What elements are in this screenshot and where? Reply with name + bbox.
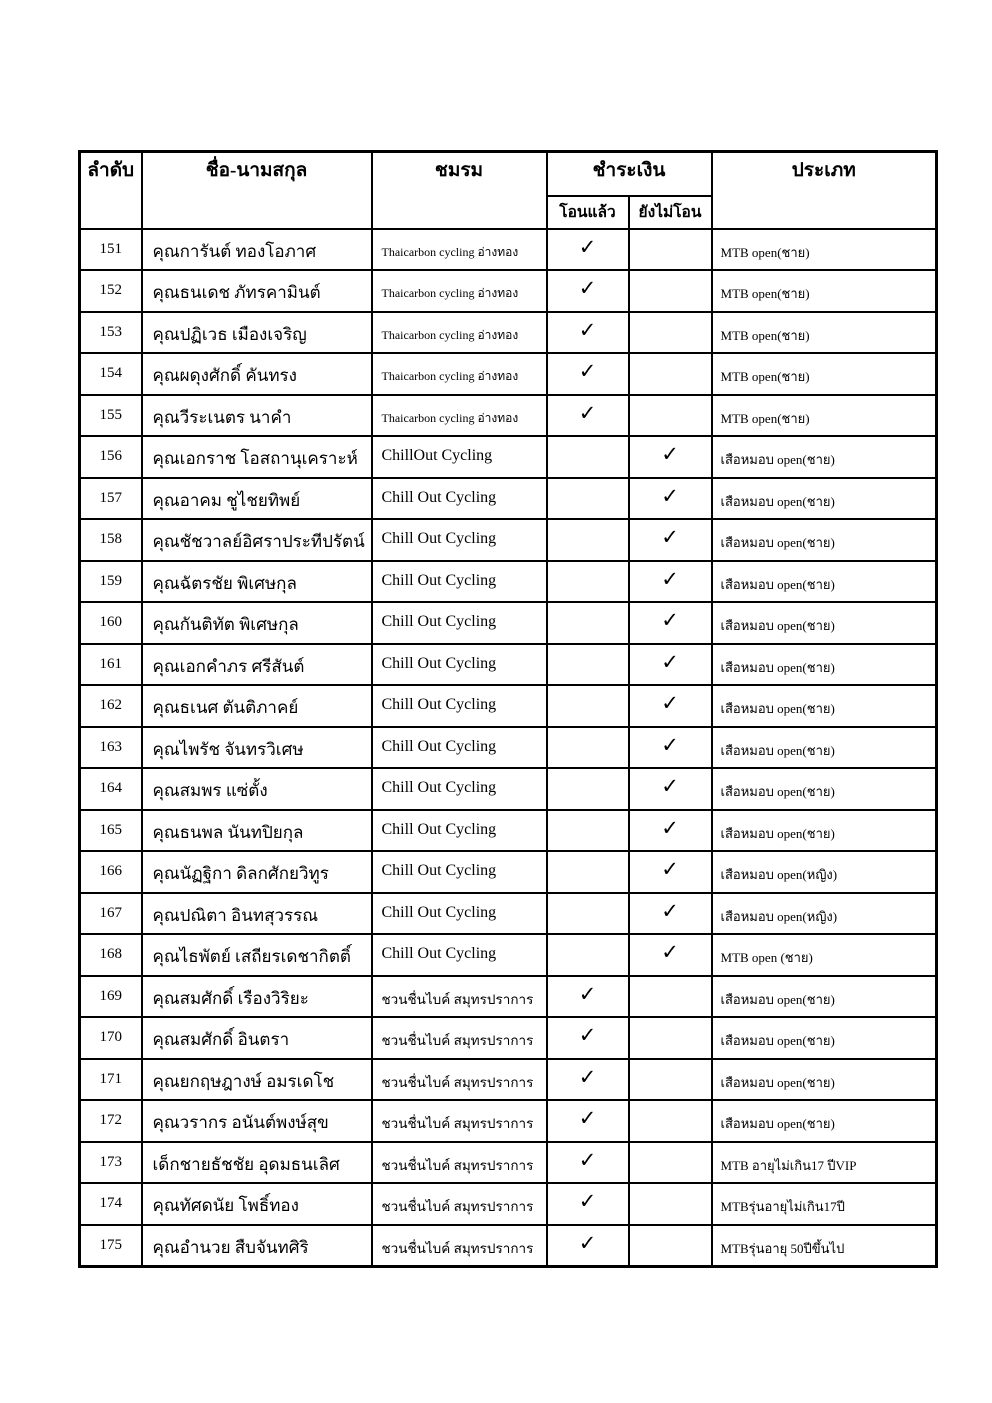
- participant-name: คุณวีระเนตร นาคำ: [142, 395, 372, 437]
- table-row: [80, 312, 937, 354]
- paid-check-cell: ✓: [547, 1142, 629, 1184]
- club-name: Chill Out Cycling: [372, 478, 547, 520]
- participant-name: คุณอำนวย สืบจันทศิริ: [142, 1225, 372, 1267]
- paid-check-cell: ✓: [547, 1059, 629, 1101]
- participant-name: คุณไธพัตย์ เสถียรเดชากิตติ์: [142, 934, 372, 976]
- paid-check-cell: ✓: [547, 312, 629, 354]
- category: เสือหมอบ open(หญิง): [712, 851, 937, 893]
- category: เสือหมอบ open(ชาย): [712, 436, 937, 478]
- participant-name: คุณชัชวาลย์อิศราประทีปรัตน์: [142, 519, 372, 561]
- unpaid-check-cell: ✓: [629, 602, 712, 644]
- paid-check-cell: [547, 727, 629, 769]
- row-number: 167: [80, 893, 142, 935]
- unpaid-check-cell: [629, 229, 712, 271]
- participant-name: คุณนัฏฐิกา ดิลกศักยวิทูร: [142, 851, 372, 893]
- club-name: Chill Out Cycling: [372, 768, 547, 810]
- participant-name: คุณธนพล นันทปิยกุล: [142, 810, 372, 852]
- column-header-payment: ชำระเงิน: [547, 152, 712, 196]
- category: เสือหมอบ open(ชาย): [712, 1017, 937, 1059]
- unpaid-check-cell: [629, 1225, 712, 1267]
- participant-name: คุณเอกราช โอสถานุเคราะห์: [142, 436, 372, 478]
- club-name: Chill Out Cycling: [372, 934, 547, 976]
- participant-name: คุณการันต์ ทองโอภาศ: [142, 229, 372, 271]
- table-row: [80, 1142, 937, 1184]
- unpaid-check-cell: [629, 1142, 712, 1184]
- club-name: Chill Out Cycling: [372, 561, 547, 603]
- category: MTBรุ่นอายุไม่เกิน17ปี: [712, 1183, 937, 1225]
- table-row: [80, 561, 937, 603]
- participant-name: คุณอาคม ชูไชยทิพย์: [142, 478, 372, 520]
- category: เสือหมอบ open(ชาย): [712, 727, 937, 769]
- column-header-number: ลำดับ: [80, 152, 142, 229]
- table-row: [80, 1017, 937, 1059]
- participant-name: คุณปณิตา อินทสุวรรณ: [142, 893, 372, 935]
- club-name: ชวนชื่นไบค์ สมุทรปราการ: [372, 1225, 547, 1267]
- category: MTB open(ชาย): [712, 395, 937, 437]
- unpaid-check-cell: ✓: [629, 436, 712, 478]
- unpaid-check-cell: ✓: [629, 561, 712, 603]
- club-name: Thaicarbon cycling อ่างทอง: [372, 395, 547, 437]
- table-row: [80, 934, 937, 976]
- row-number: 163: [80, 727, 142, 769]
- table-row: [80, 1100, 937, 1142]
- row-number: 157: [80, 478, 142, 520]
- row-number: 168: [80, 934, 142, 976]
- table-row: [80, 1225, 937, 1267]
- row-number: 156: [80, 436, 142, 478]
- paid-check-cell: [547, 478, 629, 520]
- table-row: [80, 727, 937, 769]
- table-row: [80, 644, 937, 686]
- paid-check-cell: ✓: [547, 1183, 629, 1225]
- paid-check-cell: [547, 436, 629, 478]
- participant-name: คุณสมพร แซ่ตั้ง: [142, 768, 372, 810]
- row-number: 169: [80, 976, 142, 1018]
- row-number: 161: [80, 644, 142, 686]
- table-row: [80, 519, 937, 561]
- table-row: [80, 602, 937, 644]
- row-number: 155: [80, 395, 142, 437]
- table-row: [80, 1059, 937, 1101]
- club-name: Chill Out Cycling: [372, 519, 547, 561]
- unpaid-check-cell: [629, 1017, 712, 1059]
- row-number: 165: [80, 810, 142, 852]
- club-name: ChillOut Cycling: [372, 436, 547, 478]
- unpaid-check-cell: [629, 270, 712, 312]
- category: เสือหมอบ open(ชาย): [712, 602, 937, 644]
- row-number: 173: [80, 1142, 142, 1184]
- table-row: [80, 229, 937, 271]
- table-row: [80, 353, 937, 395]
- category: เสือหมอบ open(ชาย): [712, 644, 937, 686]
- table-row: [80, 436, 937, 478]
- club-name: ชวนชื่นไบค์ สมุทรปราการ: [372, 1100, 547, 1142]
- unpaid-check-cell: ✓: [629, 519, 712, 561]
- row-number: 153: [80, 312, 142, 354]
- club-name: Thaicarbon cycling อ่างทอง: [372, 270, 547, 312]
- participant-name: คุณวรากร อนันต์พงษ์สุข: [142, 1100, 372, 1142]
- club-name: ชวนชื่นไบค์ สมุทรปราการ: [372, 1183, 547, 1225]
- table-row: [80, 395, 937, 437]
- club-name: Chill Out Cycling: [372, 851, 547, 893]
- row-number: 174: [80, 1183, 142, 1225]
- table-row: [80, 1183, 937, 1225]
- paid-check-cell: [547, 519, 629, 561]
- column-header-club: ชมรม: [372, 152, 547, 229]
- unpaid-check-cell: ✓: [629, 934, 712, 976]
- paid-check-cell: ✓: [547, 1100, 629, 1142]
- row-number: 175: [80, 1225, 142, 1267]
- column-header-paid: โอนแล้ว: [547, 196, 629, 229]
- paid-check-cell: [547, 768, 629, 810]
- paid-check-cell: [547, 851, 629, 893]
- paid-check-cell: [547, 644, 629, 686]
- paid-check-cell: ✓: [547, 1017, 629, 1059]
- paid-check-cell: ✓: [547, 395, 629, 437]
- participant-name: คุณเอกคำภร ศรีสันต์: [142, 644, 372, 686]
- paid-check-cell: ✓: [547, 270, 629, 312]
- row-number: 170: [80, 1017, 142, 1059]
- unpaid-check-cell: ✓: [629, 685, 712, 727]
- category: เสือหมอบ open(ชาย): [712, 1059, 937, 1101]
- category: เสือหมอบ open(ชาย): [712, 1100, 937, 1142]
- unpaid-check-cell: ✓: [629, 851, 712, 893]
- participant-name: คุณไพรัช จันทรวิเศษ: [142, 727, 372, 769]
- participant-name: คุณสมศักดิ์ อินตรา: [142, 1017, 372, 1059]
- category: เสือหมอบ open(ชาย): [712, 768, 937, 810]
- row-number: 162: [80, 685, 142, 727]
- column-header-category: ประเภท: [712, 152, 937, 229]
- table-row: [80, 893, 937, 935]
- row-number: 171: [80, 1059, 142, 1101]
- paid-check-cell: [547, 934, 629, 976]
- participant-name: คุณยกฤษฎางษ์ อมรเดโช: [142, 1059, 372, 1101]
- club-name: Chill Out Cycling: [372, 644, 547, 686]
- participant-name: คุณกันติทัต พิเศษกุล: [142, 602, 372, 644]
- participant-name: คุณสมศักดิ์ เรืองวิริยะ: [142, 976, 372, 1018]
- club-name: ชวนชื่นไบค์ สมุทรปราการ: [372, 976, 547, 1018]
- paid-check-cell: ✓: [547, 1225, 629, 1267]
- unpaid-check-cell: ✓: [629, 768, 712, 810]
- unpaid-check-cell: [629, 976, 712, 1018]
- participant-name: คุณธเนศ ตันติภาคย์: [142, 685, 372, 727]
- club-name: Chill Out Cycling: [372, 810, 547, 852]
- unpaid-check-cell: ✓: [629, 478, 712, 520]
- table-row: [80, 685, 937, 727]
- club-name: ชวนชื่นไบค์ สมุทรปราการ: [372, 1142, 547, 1184]
- table-row: [80, 768, 937, 810]
- category: MTBรุ่นอายุ 50ปีขึ้นไป: [712, 1225, 937, 1267]
- row-number: 159: [80, 561, 142, 603]
- club-name: Chill Out Cycling: [372, 685, 547, 727]
- unpaid-check-cell: [629, 1059, 712, 1101]
- unpaid-check-cell: [629, 1183, 712, 1225]
- category: เสือหมอบ open(ชาย): [712, 519, 937, 561]
- category: เสือหมอบ open(ชาย): [712, 810, 937, 852]
- column-header-name: ชื่อ-นามสกุล: [142, 152, 372, 229]
- row-number: 158: [80, 519, 142, 561]
- row-number: 160: [80, 602, 142, 644]
- row-number: 166: [80, 851, 142, 893]
- row-number: 164: [80, 768, 142, 810]
- paid-check-cell: ✓: [547, 229, 629, 271]
- paid-check-cell: ✓: [547, 353, 629, 395]
- category: เสือหมอบ open(ชาย): [712, 561, 937, 603]
- club-name: ชวนชื่นไบค์ สมุทรปราการ: [372, 1017, 547, 1059]
- unpaid-check-cell: ✓: [629, 727, 712, 769]
- unpaid-check-cell: [629, 1100, 712, 1142]
- row-number: 151: [80, 229, 142, 271]
- paid-check-cell: [547, 810, 629, 852]
- category: MTB open (ชาย): [712, 934, 937, 976]
- paid-check-cell: [547, 685, 629, 727]
- paid-check-cell: ✓: [547, 976, 629, 1018]
- category: MTB open(ชาย): [712, 353, 937, 395]
- category: MTB open(ชาย): [712, 312, 937, 354]
- unpaid-check-cell: ✓: [629, 644, 712, 686]
- paid-check-cell: [547, 893, 629, 935]
- row-number: 172: [80, 1100, 142, 1142]
- unpaid-check-cell: [629, 312, 712, 354]
- club-name: Thaicarbon cycling อ่างทอง: [372, 353, 547, 395]
- participant-name: คุณปฏิเวธ เมืองเจริญ: [142, 312, 372, 354]
- table-row: [80, 810, 937, 852]
- category: MTB open(ชาย): [712, 229, 937, 271]
- paid-check-cell: [547, 561, 629, 603]
- unpaid-check-cell: ✓: [629, 893, 712, 935]
- participant-name: คุณฉัตรชัย พิเศษกุล: [142, 561, 372, 603]
- category: MTB อายุไม่เกิน17 ปีVIP: [712, 1142, 937, 1184]
- table-row: [80, 851, 937, 893]
- table-row: [80, 270, 937, 312]
- participant-name: คุณทัศดนัย โพธิ์ทอง: [142, 1183, 372, 1225]
- category: เสือหมอบ open(ชาย): [712, 478, 937, 520]
- club-name: Thaicarbon cycling อ่างทอง: [372, 312, 547, 354]
- unpaid-check-cell: [629, 395, 712, 437]
- row-number: 152: [80, 270, 142, 312]
- club-name: Chill Out Cycling: [372, 602, 547, 644]
- category: เสือหมอบ open(ชาย): [712, 976, 937, 1018]
- club-name: Thaicarbon cycling อ่างทอง: [372, 229, 547, 271]
- club-name: Chill Out Cycling: [372, 727, 547, 769]
- participant-name: เด็กชายธัชชัย อุดมธนเลิศ: [142, 1142, 372, 1184]
- unpaid-check-cell: [629, 353, 712, 395]
- participant-name: คุณผดุงศักดิ์ คันทรง: [142, 353, 372, 395]
- paid-check-cell: [547, 602, 629, 644]
- registration-table: [78, 150, 938, 1268]
- category: เสือหมอบ open(ชาย): [712, 685, 937, 727]
- table-row: [80, 976, 937, 1018]
- category: เสือหมอบ open(หญิง): [712, 893, 937, 935]
- table-row: [80, 478, 937, 520]
- club-name: ชวนชื่นไบค์ สมุทรปราการ: [372, 1059, 547, 1101]
- unpaid-check-cell: ✓: [629, 810, 712, 852]
- category: MTB open(ชาย): [712, 270, 937, 312]
- row-number: 154: [80, 353, 142, 395]
- club-name: Chill Out Cycling: [372, 893, 547, 935]
- participant-name: คุณธนเดช ภัทรคามินต์: [142, 270, 372, 312]
- column-header-unpaid: ยังไม่โอน: [629, 196, 712, 229]
